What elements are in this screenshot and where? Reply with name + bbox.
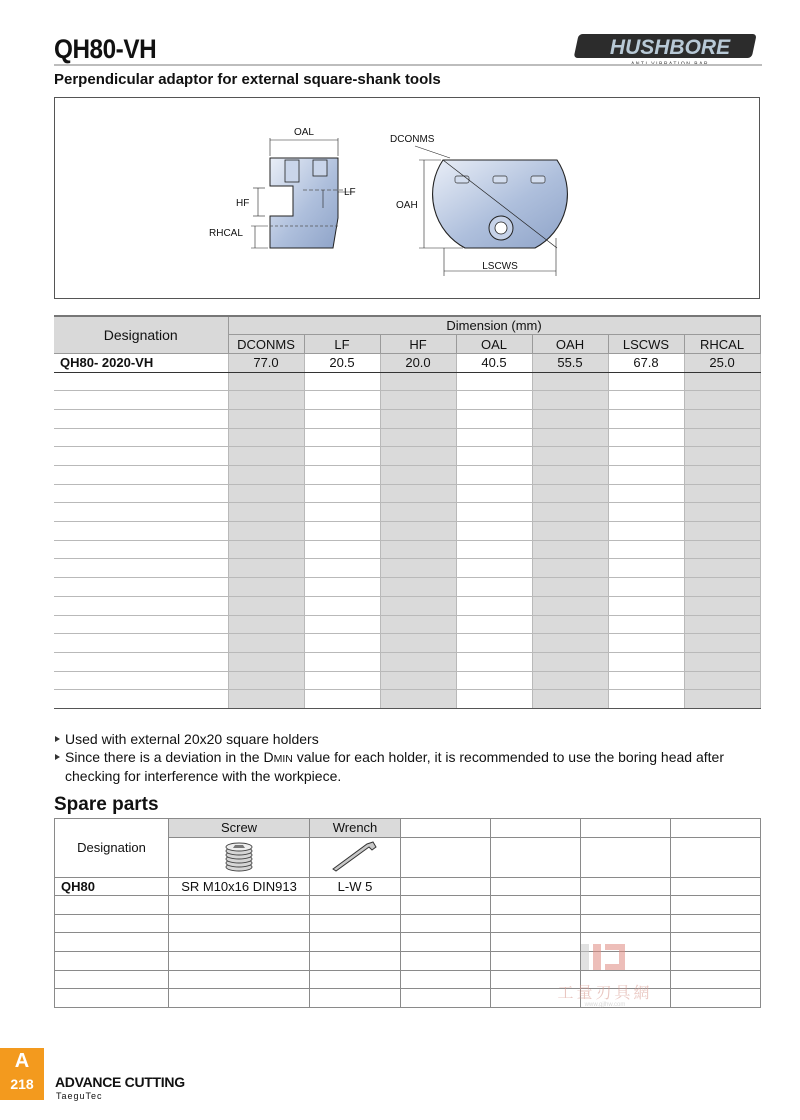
watermark bbox=[535, 940, 675, 1015]
empty-cell bbox=[608, 409, 684, 428]
empty-cell bbox=[304, 372, 380, 391]
empty-header bbox=[491, 819, 581, 838]
empty-cell bbox=[532, 652, 608, 671]
empty-cell bbox=[684, 391, 760, 410]
empty-cell bbox=[380, 466, 456, 485]
oah-label: OAH bbox=[396, 200, 418, 211]
empty-cell bbox=[608, 391, 684, 410]
empty-cell bbox=[684, 466, 760, 485]
cell-oah: 55.5 bbox=[532, 353, 608, 372]
empty-cell bbox=[54, 596, 228, 615]
empty-header bbox=[671, 819, 761, 838]
empty-cell bbox=[54, 391, 228, 410]
empty-cell bbox=[304, 428, 380, 447]
empty-table-row bbox=[54, 466, 760, 485]
empty-cell bbox=[532, 540, 608, 559]
empty-table-row bbox=[54, 503, 760, 522]
empty-cell bbox=[55, 970, 169, 989]
brand-sub: TaeguTec bbox=[56, 1091, 103, 1101]
empty-cell bbox=[54, 503, 228, 522]
column-header: OAL bbox=[456, 335, 532, 354]
empty-cell bbox=[491, 877, 581, 896]
empty-cell bbox=[401, 970, 491, 989]
spare-parts-title: Spare parts bbox=[54, 794, 159, 815]
lf-label: LF bbox=[344, 187, 356, 198]
hushbore-logo bbox=[572, 28, 762, 68]
empty-table-row bbox=[54, 447, 760, 466]
empty-cell bbox=[532, 503, 608, 522]
empty-cell bbox=[581, 877, 671, 896]
empty-cell bbox=[169, 951, 310, 970]
empty-table-row bbox=[54, 634, 760, 653]
empty-cell bbox=[456, 540, 532, 559]
section-letter: A bbox=[14, 1050, 30, 1072]
empty-cell bbox=[310, 896, 401, 915]
empty-cell bbox=[380, 447, 456, 466]
empty-cell bbox=[54, 447, 228, 466]
column-header: DCONMS bbox=[228, 335, 304, 354]
empty-cell bbox=[228, 522, 304, 541]
dimension-group-header: Dimension (mm) bbox=[228, 316, 760, 335]
lscws-label: LSCWS bbox=[482, 261, 518, 272]
empty-cell bbox=[456, 559, 532, 578]
empty-cell bbox=[169, 989, 310, 1008]
empty-cell bbox=[228, 690, 304, 709]
empty-cell bbox=[532, 391, 608, 410]
empty-cell bbox=[54, 484, 228, 503]
empty-table-row bbox=[54, 652, 760, 671]
screw-icon bbox=[216, 839, 262, 873]
empty-cell bbox=[228, 578, 304, 597]
empty-cell bbox=[608, 559, 684, 578]
cell-lf: 20.5 bbox=[304, 353, 380, 372]
dconms-label: DCONMS bbox=[390, 134, 435, 145]
empty-cell bbox=[456, 503, 532, 522]
empty-cell bbox=[401, 877, 491, 896]
empty-cell bbox=[380, 578, 456, 597]
empty-cell bbox=[304, 391, 380, 410]
cell-lscws: 67.8 bbox=[608, 353, 684, 372]
empty-cell bbox=[380, 596, 456, 615]
technical-drawing bbox=[54, 97, 760, 299]
note-text: Used with external 20x20 square holders bbox=[65, 731, 319, 747]
empty-cell bbox=[228, 559, 304, 578]
wrench-value: L-W 5 bbox=[310, 877, 401, 896]
empty-table-row bbox=[55, 914, 761, 933]
empty-cell bbox=[532, 578, 608, 597]
empty-cell bbox=[310, 951, 401, 970]
empty-cell bbox=[608, 540, 684, 559]
empty-cell bbox=[456, 466, 532, 485]
empty-table-row bbox=[54, 690, 760, 709]
empty-cell bbox=[401, 896, 491, 915]
empty-cell bbox=[380, 634, 456, 653]
empty-cell bbox=[380, 372, 456, 391]
empty-cell bbox=[54, 615, 228, 634]
column-header: LF bbox=[304, 335, 380, 354]
empty-cell bbox=[684, 578, 760, 597]
empty-cell bbox=[228, 615, 304, 634]
empty-cell bbox=[228, 503, 304, 522]
empty-cell bbox=[684, 409, 760, 428]
title-rule bbox=[54, 64, 762, 66]
empty-table-row bbox=[54, 522, 760, 541]
empty-cell bbox=[456, 671, 532, 690]
logo-text: HUSHBORE bbox=[609, 36, 731, 59]
front-view-drawing bbox=[390, 134, 567, 276]
empty-cell bbox=[684, 447, 760, 466]
empty-cell bbox=[532, 372, 608, 391]
empty-table-row bbox=[54, 391, 760, 410]
empty-cell bbox=[310, 970, 401, 989]
empty-cell bbox=[532, 690, 608, 709]
empty-cell bbox=[608, 596, 684, 615]
table-row bbox=[55, 877, 761, 896]
watermark-logo-icon bbox=[535, 940, 675, 980]
empty-cell bbox=[304, 578, 380, 597]
empty-cell bbox=[401, 837, 491, 877]
empty-cell bbox=[54, 652, 228, 671]
screw-icon-cell bbox=[169, 837, 310, 877]
empty-cell bbox=[456, 391, 532, 410]
empty-cell bbox=[671, 896, 761, 915]
empty-cell bbox=[380, 503, 456, 522]
empty-cell bbox=[304, 596, 380, 615]
empty-cell bbox=[310, 914, 401, 933]
empty-cell bbox=[684, 559, 760, 578]
empty-cell bbox=[456, 615, 532, 634]
empty-cell bbox=[532, 596, 608, 615]
empty-cell bbox=[401, 914, 491, 933]
empty-cell bbox=[54, 372, 228, 391]
designation-header: Designation bbox=[54, 316, 228, 353]
empty-cell bbox=[684, 540, 760, 559]
brand-text: ADVANCE CUTTING bbox=[55, 1074, 185, 1090]
table-row bbox=[54, 353, 760, 372]
empty-cell bbox=[54, 466, 228, 485]
empty-cell bbox=[608, 671, 684, 690]
empty-cell bbox=[54, 428, 228, 447]
empty-cell bbox=[228, 428, 304, 447]
cell-hf: 20.0 bbox=[380, 353, 456, 372]
empty-cell bbox=[54, 559, 228, 578]
empty-cell bbox=[304, 503, 380, 522]
empty-cell bbox=[581, 914, 671, 933]
empty-cell bbox=[456, 596, 532, 615]
empty-cell bbox=[608, 578, 684, 597]
empty-cell bbox=[671, 989, 761, 1008]
empty-cell bbox=[380, 428, 456, 447]
empty-cell bbox=[532, 522, 608, 541]
empty-cell bbox=[608, 428, 684, 447]
empty-cell bbox=[304, 559, 380, 578]
empty-cell bbox=[401, 951, 491, 970]
screw-header: Screw bbox=[169, 819, 310, 838]
empty-cell bbox=[228, 671, 304, 690]
empty-cell bbox=[304, 466, 380, 485]
empty-cell bbox=[456, 447, 532, 466]
spare-row-designation: QH80 bbox=[55, 877, 169, 896]
empty-cell bbox=[684, 690, 760, 709]
empty-cell bbox=[380, 652, 456, 671]
empty-cell bbox=[608, 484, 684, 503]
empty-cell bbox=[608, 466, 684, 485]
empty-cell bbox=[228, 596, 304, 615]
empty-cell bbox=[532, 466, 608, 485]
empty-cell bbox=[532, 484, 608, 503]
empty-cell bbox=[228, 409, 304, 428]
empty-cell bbox=[54, 409, 228, 428]
empty-cell bbox=[608, 652, 684, 671]
empty-table-row bbox=[54, 596, 760, 615]
empty-cell bbox=[401, 933, 491, 952]
empty-cell bbox=[608, 522, 684, 541]
page-number: 218 bbox=[10, 1076, 34, 1092]
empty-cell bbox=[608, 690, 684, 709]
dimension-table bbox=[54, 315, 761, 709]
empty-cell bbox=[228, 466, 304, 485]
empty-cell bbox=[671, 970, 761, 989]
empty-cell bbox=[401, 989, 491, 1008]
rhcal-label: RHCAL bbox=[209, 228, 243, 239]
column-header: RHCAL bbox=[684, 335, 760, 354]
empty-cell bbox=[684, 503, 760, 522]
empty-table-row bbox=[55, 896, 761, 915]
empty-cell bbox=[169, 933, 310, 952]
empty-cell bbox=[55, 951, 169, 970]
empty-cell bbox=[310, 933, 401, 952]
watermark-url: www.gjlhw.com bbox=[584, 1002, 626, 1008]
side-view-drawing bbox=[209, 127, 356, 248]
empty-cell bbox=[228, 447, 304, 466]
column-header: LSCWS bbox=[608, 335, 684, 354]
empty-cell bbox=[380, 522, 456, 541]
empty-cell bbox=[608, 615, 684, 634]
empty-cell bbox=[304, 540, 380, 559]
empty-cell bbox=[581, 837, 671, 877]
empty-cell bbox=[228, 484, 304, 503]
empty-cell bbox=[304, 671, 380, 690]
empty-cell bbox=[55, 896, 169, 915]
note-subscript: MIN bbox=[273, 752, 293, 765]
watermark-text: 工量刃具網 bbox=[557, 983, 653, 1002]
oal-label: OAL bbox=[293, 127, 315, 138]
empty-cell bbox=[532, 634, 608, 653]
empty-cell bbox=[684, 615, 760, 634]
note-item bbox=[54, 731, 760, 749]
empty-cell bbox=[380, 391, 456, 410]
empty-cell bbox=[228, 652, 304, 671]
empty-header bbox=[401, 819, 491, 838]
empty-cell bbox=[55, 989, 169, 1008]
empty-cell bbox=[304, 447, 380, 466]
empty-cell bbox=[380, 559, 456, 578]
empty-table-row bbox=[54, 484, 760, 503]
column-header: HF bbox=[380, 335, 456, 354]
empty-table-row bbox=[54, 671, 760, 690]
empty-cell bbox=[532, 428, 608, 447]
empty-cell bbox=[684, 634, 760, 653]
empty-cell bbox=[671, 877, 761, 896]
empty-cell bbox=[581, 896, 671, 915]
empty-table-row bbox=[54, 559, 760, 578]
empty-table-row bbox=[54, 615, 760, 634]
empty-cell bbox=[380, 484, 456, 503]
empty-cell bbox=[304, 484, 380, 503]
empty-cell bbox=[456, 409, 532, 428]
empty-cell bbox=[54, 671, 228, 690]
hex-wrench-icon bbox=[327, 839, 383, 873]
empty-table-row bbox=[54, 409, 760, 428]
empty-cell bbox=[532, 409, 608, 428]
cell-rhcal: 25.0 bbox=[684, 353, 760, 372]
empty-cell bbox=[169, 914, 310, 933]
empty-cell bbox=[228, 540, 304, 559]
empty-cell bbox=[228, 391, 304, 410]
empty-cell bbox=[532, 447, 608, 466]
empty-cell bbox=[456, 578, 532, 597]
advance-cutting-logo bbox=[54, 1070, 204, 1102]
wrench-icon-cell bbox=[310, 837, 401, 877]
empty-cell bbox=[304, 690, 380, 709]
empty-cell bbox=[380, 540, 456, 559]
note-text: Since there is a deviation in the D bbox=[65, 748, 274, 765]
empty-cell bbox=[310, 989, 401, 1008]
empty-cell bbox=[380, 409, 456, 428]
empty-cell bbox=[684, 372, 760, 391]
empty-cell bbox=[456, 522, 532, 541]
column-header: OAH bbox=[532, 335, 608, 354]
empty-cell bbox=[684, 428, 760, 447]
empty-cell bbox=[684, 671, 760, 690]
empty-cell bbox=[532, 671, 608, 690]
empty-cell bbox=[54, 540, 228, 559]
empty-cell bbox=[456, 372, 532, 391]
empty-cell bbox=[304, 409, 380, 428]
empty-table-row bbox=[54, 540, 760, 559]
cell-oal: 40.5 bbox=[456, 353, 532, 372]
note-item bbox=[54, 749, 760, 786]
notes bbox=[54, 731, 760, 786]
empty-cell bbox=[304, 634, 380, 653]
empty-cell bbox=[304, 522, 380, 541]
empty-cell bbox=[532, 615, 608, 634]
row-designation: QH80- 2020-VH bbox=[54, 353, 228, 372]
wrench-header: Wrench bbox=[310, 819, 401, 838]
empty-cell bbox=[228, 634, 304, 653]
empty-cell bbox=[55, 933, 169, 952]
empty-cell bbox=[54, 634, 228, 653]
page-tab bbox=[0, 1048, 44, 1100]
empty-table-row bbox=[54, 372, 760, 391]
empty-cell bbox=[456, 690, 532, 709]
cell-dconms: 77.0 bbox=[228, 353, 304, 372]
screw-value: SR M10x16 DIN913 bbox=[169, 877, 310, 896]
empty-cell bbox=[684, 652, 760, 671]
empty-cell bbox=[380, 690, 456, 709]
empty-cell bbox=[532, 559, 608, 578]
spare-designation-header: Designation bbox=[55, 819, 169, 878]
note-text: value for each holder, it is recommended to use the boring head after checking for interference with the workpiece. bbox=[65, 748, 724, 784]
empty-cell bbox=[456, 428, 532, 447]
empty-cell bbox=[304, 652, 380, 671]
empty-cell bbox=[671, 837, 761, 877]
empty-cell bbox=[304, 615, 380, 634]
empty-cell bbox=[608, 372, 684, 391]
page-subtitle: Perpendicular adaptor for external square-shank tools bbox=[54, 71, 441, 88]
empty-cell bbox=[608, 503, 684, 522]
empty-cell bbox=[608, 634, 684, 653]
hf-label: HF bbox=[236, 198, 250, 209]
empty-cell bbox=[169, 896, 310, 915]
empty-cell bbox=[671, 914, 761, 933]
empty-cell bbox=[671, 933, 761, 952]
empty-cell bbox=[54, 690, 228, 709]
empty-cell bbox=[671, 951, 761, 970]
empty-cell bbox=[228, 372, 304, 391]
empty-cell bbox=[380, 671, 456, 690]
empty-cell bbox=[684, 596, 760, 615]
page-title: QH80-VH bbox=[54, 34, 157, 64]
empty-cell bbox=[380, 615, 456, 634]
empty-cell bbox=[456, 652, 532, 671]
empty-table-row bbox=[54, 428, 760, 447]
empty-cell bbox=[169, 970, 310, 989]
empty-cell bbox=[491, 896, 581, 915]
empty-cell bbox=[684, 522, 760, 541]
empty-cell bbox=[608, 447, 684, 466]
empty-cell bbox=[491, 837, 581, 877]
empty-cell bbox=[456, 484, 532, 503]
empty-cell bbox=[54, 522, 228, 541]
empty-table-row bbox=[54, 578, 760, 597]
empty-header bbox=[581, 819, 671, 838]
empty-cell bbox=[491, 914, 581, 933]
empty-cell bbox=[684, 484, 760, 503]
empty-cell bbox=[54, 578, 228, 597]
empty-cell bbox=[55, 914, 169, 933]
empty-cell bbox=[456, 634, 532, 653]
